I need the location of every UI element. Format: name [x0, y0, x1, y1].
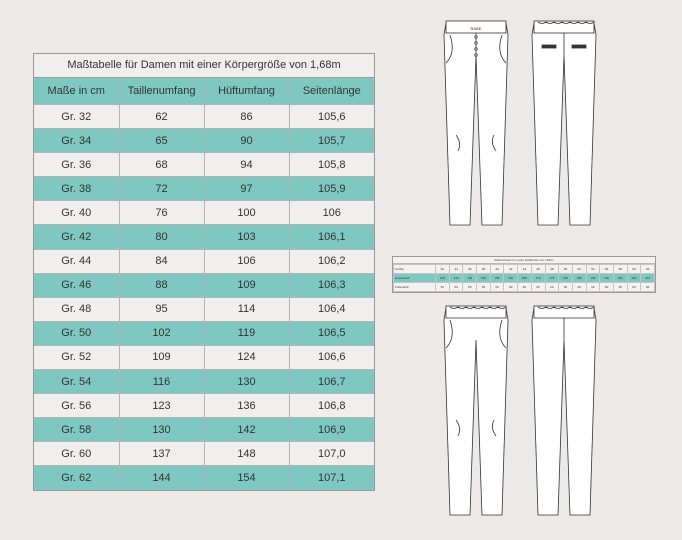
- header-waist: Taillenumfang: [119, 78, 204, 105]
- cell-side-length: 106,3: [289, 273, 374, 297]
- fabric-cell: 60: [641, 283, 655, 292]
- fabric-row-label: Futterstoff: [394, 283, 436, 292]
- cell-hip: 124: [204, 345, 289, 369]
- cell-waist: 76: [119, 201, 204, 225]
- fabric-grid: [393, 264, 655, 292]
- cell-size: Gr. 34: [34, 129, 119, 153]
- cell-size: Gr. 48: [34, 297, 119, 321]
- fabric-row: [394, 274, 655, 283]
- fabric-cell: 60: [627, 283, 641, 292]
- table-row: [34, 370, 374, 394]
- fabric-cell: 38: [477, 265, 491, 274]
- fabric-cell: 48: [545, 265, 559, 274]
- cell-hip: 86: [204, 105, 289, 129]
- fabric-cell: 175: [545, 274, 559, 283]
- fabric-cell: 170: [531, 274, 545, 283]
- fabric-cell: 190: [586, 274, 600, 283]
- cell-side-length: 106,5: [289, 321, 374, 345]
- cell-side-length: 106,4: [289, 297, 374, 321]
- table-row: [34, 129, 374, 153]
- cell-waist: 95: [119, 297, 204, 321]
- cell-hip: 97: [204, 177, 289, 201]
- fabric-cell: 60: [586, 283, 600, 292]
- svg-text:RABE: RABE: [470, 26, 482, 31]
- trousers-back-top-drawing: [528, 15, 600, 235]
- cell-size: Gr. 40: [34, 201, 119, 225]
- fabric-cell: 50: [449, 283, 463, 292]
- trousers-front-top-drawing: [440, 15, 512, 235]
- cell-side-length: 105,9: [289, 177, 374, 201]
- cell-side-length: 105,8: [289, 153, 374, 177]
- cell-side-length: 106,2: [289, 249, 374, 273]
- fabric-cell: 200: [613, 274, 627, 283]
- cell-hip: 90: [204, 129, 289, 153]
- fabric-cell: 60: [613, 283, 627, 292]
- cell-waist: 72: [119, 177, 204, 201]
- fabric-cell: 52: [572, 265, 586, 274]
- cell-size: Gr. 54: [34, 370, 119, 394]
- table-row: [34, 105, 374, 129]
- cell-waist: 130: [119, 418, 204, 442]
- cell-side-length: 106,8: [289, 394, 374, 418]
- fabric-cell: 140: [449, 274, 463, 283]
- cell-hip: 94: [204, 153, 289, 177]
- cell-hip: 106: [204, 249, 289, 273]
- fabric-cell: 205: [627, 274, 641, 283]
- cell-waist: 102: [119, 321, 204, 345]
- fabric-consumption-table: [392, 256, 656, 293]
- fabric-cell: 62: [641, 265, 655, 274]
- cell-waist: 65: [119, 129, 204, 153]
- cell-size: Gr. 32: [34, 105, 119, 129]
- fabric-cell: 55: [463, 283, 477, 292]
- fabric-cell: 155: [490, 274, 504, 283]
- fabric-cell: 60: [504, 283, 518, 292]
- cell-hip: 100: [204, 201, 289, 225]
- cell-side-length: 106,7: [289, 370, 374, 394]
- cell-size: Gr. 62: [34, 466, 119, 490]
- cell-hip: 136: [204, 394, 289, 418]
- fabric-cell: 60: [600, 283, 614, 292]
- cell-size: Gr. 58: [34, 418, 119, 442]
- cell-waist: 62: [119, 105, 204, 129]
- trousers-back-bottom-drawing: [528, 300, 600, 525]
- cell-side-length: 106: [289, 201, 374, 225]
- cell-hip: 109: [204, 273, 289, 297]
- fabric-cell: 54: [586, 265, 600, 274]
- cell-hip: 119: [204, 321, 289, 345]
- cell-side-length: 106,6: [289, 345, 374, 369]
- fabric-cell: 60: [559, 283, 573, 292]
- fabric-cell: 36: [463, 265, 477, 274]
- size-grid: [34, 78, 374, 490]
- table-row: [34, 418, 374, 442]
- cell-side-length: 107,1: [289, 466, 374, 490]
- cell-size: Gr. 42: [34, 225, 119, 249]
- fabric-cell: 34: [449, 265, 463, 274]
- fabric-cell: 55: [477, 283, 491, 292]
- fabric-cell: 60: [627, 265, 641, 274]
- cell-side-length: 105,6: [289, 105, 374, 129]
- cell-hip: 114: [204, 297, 289, 321]
- table-row: [34, 273, 374, 297]
- cell-waist: 88: [119, 273, 204, 297]
- cell-side-length: 105,7: [289, 129, 374, 153]
- fabric-cell: 150: [477, 274, 491, 283]
- table-row: [34, 297, 374, 321]
- table-row: [34, 153, 374, 177]
- cell-size: Gr. 38: [34, 177, 119, 201]
- cell-hip: 103: [204, 225, 289, 249]
- fabric-cell: 32: [436, 265, 450, 274]
- table-caption: Maßtabelle für Damen mit einer Körpergröße von 1,68m: [34, 54, 374, 78]
- header-side-length: Seitenlänge: [289, 78, 374, 105]
- cell-waist: 137: [119, 442, 204, 466]
- cell-waist: 80: [119, 225, 204, 249]
- fabric-cell: 60: [545, 283, 559, 292]
- cell-size: Gr. 60: [34, 442, 119, 466]
- fabric-row-label: Größe: [394, 265, 436, 274]
- fabric-cell: 56: [600, 265, 614, 274]
- cell-waist: 144: [119, 466, 204, 490]
- cell-waist: 116: [119, 370, 204, 394]
- fabric-cell: 60: [518, 283, 532, 292]
- table-row: [34, 394, 374, 418]
- table-row: [34, 345, 374, 369]
- fabric-cell: 44: [518, 265, 532, 274]
- fabric-cell: 50: [559, 265, 573, 274]
- table-row: [34, 442, 374, 466]
- cell-size: Gr. 56: [34, 394, 119, 418]
- fabric-cell: 58: [613, 265, 627, 274]
- cell-size: Gr. 50: [34, 321, 119, 345]
- cell-waist: 68: [119, 153, 204, 177]
- fabric-row: [394, 283, 655, 292]
- fabric-cell: 50: [436, 283, 450, 292]
- fabric-row: [394, 265, 655, 274]
- table-row: [34, 466, 374, 490]
- fabric-cell: 165: [518, 274, 532, 283]
- fabric-cell: 60: [531, 283, 545, 292]
- trousers-front-bottom-drawing: [440, 300, 512, 525]
- fabric-cell: 210: [641, 274, 655, 283]
- cell-hip: 154: [204, 466, 289, 490]
- cell-size: Gr. 44: [34, 249, 119, 273]
- fabric-row-label: Hosenstoff: [394, 274, 436, 283]
- header-hip: Hüftumfang: [204, 78, 289, 105]
- cell-hip: 130: [204, 370, 289, 394]
- fabric-cell: 60: [572, 283, 586, 292]
- fabric-cell: 145: [463, 274, 477, 283]
- cell-side-length: 106,9: [289, 418, 374, 442]
- size-table: [33, 53, 375, 491]
- fabric-cell: 180: [559, 274, 573, 283]
- cell-side-length: 106,1: [289, 225, 374, 249]
- header-row: [34, 78, 374, 105]
- fabric-cell: 40: [490, 265, 504, 274]
- table-row: [34, 321, 374, 345]
- cell-size: Gr. 46: [34, 273, 119, 297]
- fabric-cell: 135: [436, 274, 450, 283]
- table-row: [34, 177, 374, 201]
- fabric-table-caption: Stoffverbrauch in einer Stoffbreite von 150cm: [393, 257, 655, 264]
- fabric-cell: 195: [600, 274, 614, 283]
- cell-waist: 123: [119, 394, 204, 418]
- cell-hip: 142: [204, 418, 289, 442]
- fabric-cell: 60: [490, 283, 504, 292]
- header-measure: Maße in cm: [34, 78, 119, 105]
- fabric-cell: 185: [572, 274, 586, 283]
- cell-size: Gr. 36: [34, 153, 119, 177]
- fabric-cell: 46: [531, 265, 545, 274]
- cell-side-length: 107,0: [289, 442, 374, 466]
- table-row: [34, 201, 374, 225]
- fabric-cell: 160: [504, 274, 518, 283]
- table-row: [34, 225, 374, 249]
- cell-waist: 109: [119, 345, 204, 369]
- cell-hip: 148: [204, 442, 289, 466]
- table-row: [34, 249, 374, 273]
- cell-waist: 84: [119, 249, 204, 273]
- fabric-cell: 42: [504, 265, 518, 274]
- cell-size: Gr. 52: [34, 345, 119, 369]
